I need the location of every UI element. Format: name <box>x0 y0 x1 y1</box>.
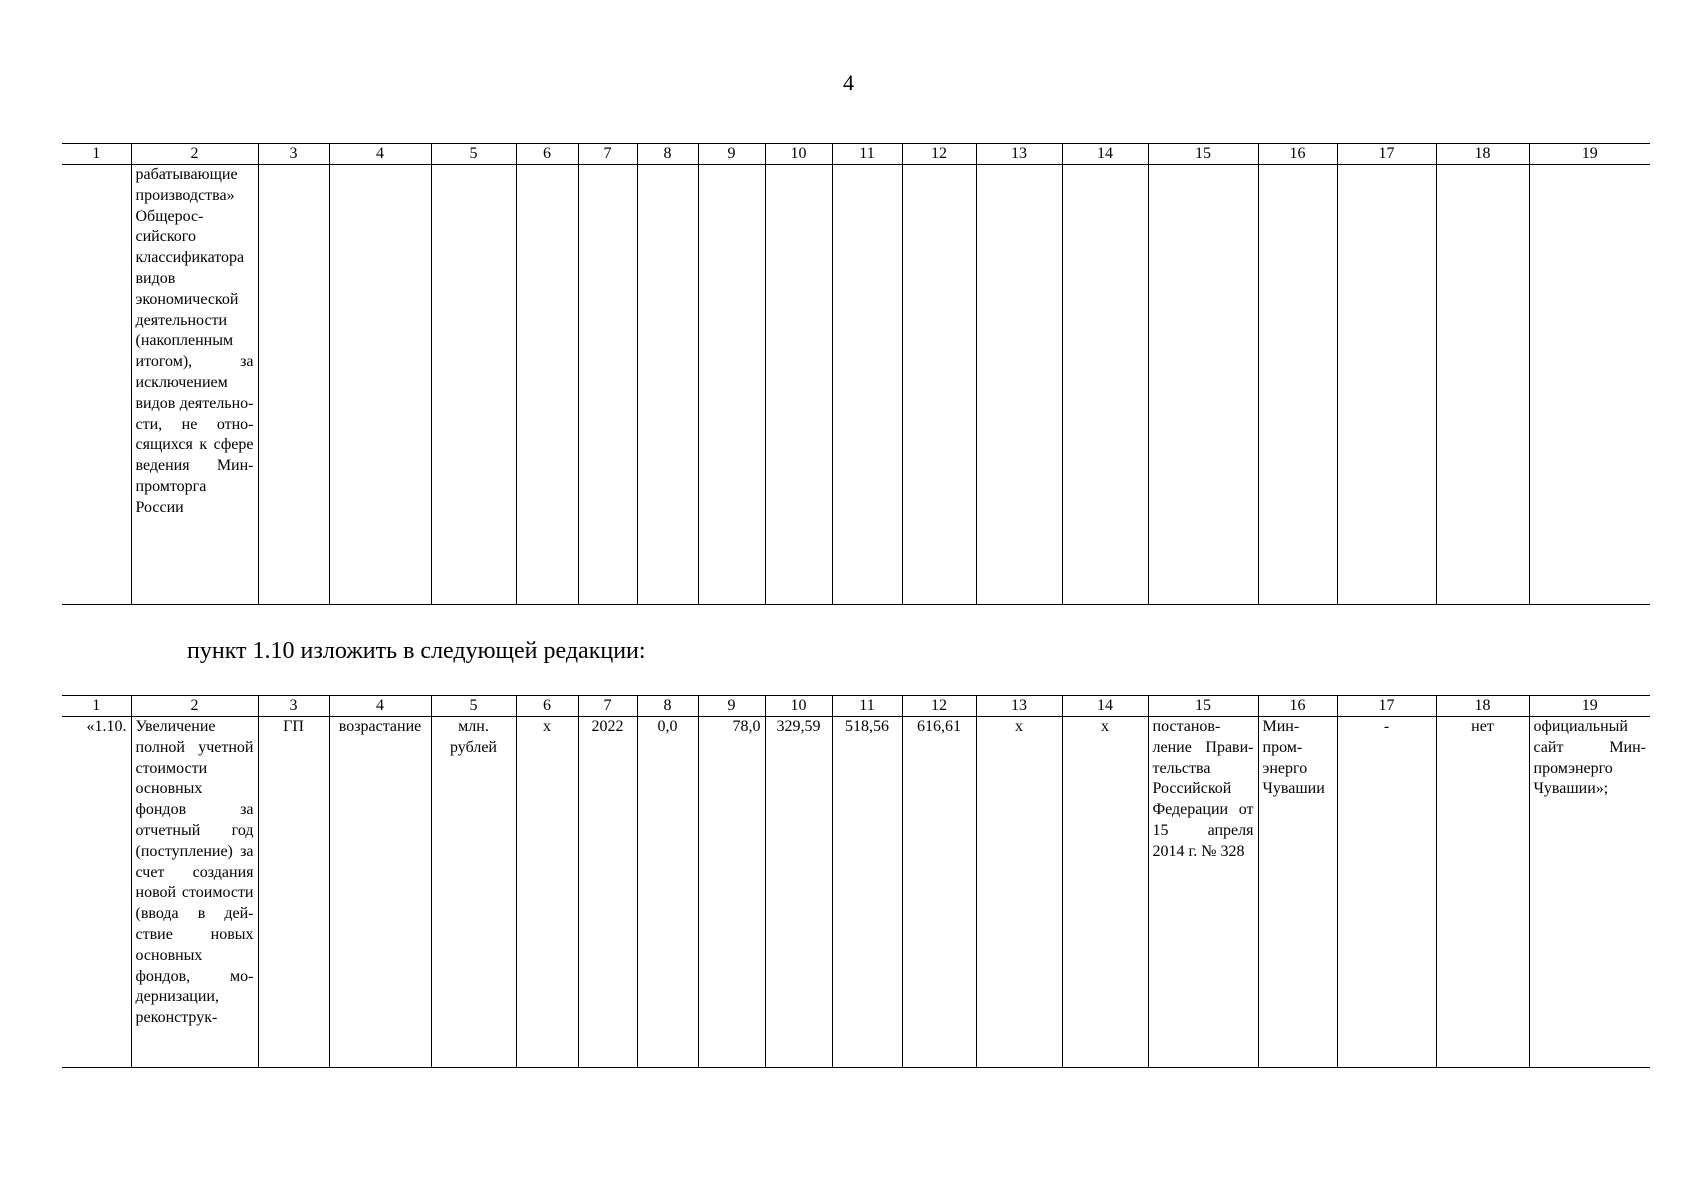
table-cell <box>902 165 976 605</box>
instruction-text: пункт 1.10 изложить в следующей редакции: <box>187 638 646 664</box>
table-cell <box>431 165 516 605</box>
dynamics-cell: возрастание <box>329 717 431 1068</box>
column-number: 7 <box>578 696 637 717</box>
column-number: 14 <box>1062 144 1148 165</box>
column-number: 6 <box>516 696 578 717</box>
indicator-table-new-edition <box>62 695 1650 1068</box>
column-number: 17 <box>1337 144 1436 165</box>
table-cell <box>62 165 131 605</box>
value-cell: 616,61 <box>902 717 976 1068</box>
column-number: 2 <box>131 144 258 165</box>
column-number: 11 <box>832 696 902 717</box>
table-cell <box>637 165 698 605</box>
table-cell <box>1062 165 1148 605</box>
column-number: 14 <box>1062 696 1148 717</box>
indicator-name-cell: Увеличение полной учетной стоимости основных фондов за отчетный год (поступление) за счет создания новой стоимости (ввода в действие новых основных фондов, модернизации, реконструк- <box>131 717 258 1068</box>
base-year-cell: 2022 <box>578 717 637 1068</box>
table-cell: х <box>516 717 578 1068</box>
indicator-name-cell: рабатывающие производства» Общероссийского классификатора видов экономической деятельности (накопленным итогом), за исключением видов деятельности, не относящихся к сфере ведения Минпромторга России <box>131 165 258 605</box>
column-number: 7 <box>578 144 637 165</box>
item-number-cell: «1.10. <box>62 717 131 1068</box>
table-row <box>62 165 1650 605</box>
column-number: 8 <box>637 696 698 717</box>
column-number: 13 <box>976 144 1062 165</box>
table-cell <box>258 165 329 605</box>
table-cell <box>516 165 578 605</box>
column-number: 3 <box>258 144 329 165</box>
table-cell: - <box>1337 717 1436 1068</box>
table-cell <box>1148 165 1258 605</box>
responsible-cell: Минпромэнерго Чувашии <box>1258 717 1337 1068</box>
value-cell: 0,0 <box>637 717 698 1068</box>
column-number: 5 <box>431 696 516 717</box>
column-number: 10 <box>765 144 832 165</box>
column-number-row <box>62 144 1650 165</box>
table-cell: х <box>1062 717 1148 1068</box>
column-number: 12 <box>902 144 976 165</box>
page-number: 4 <box>843 70 854 95</box>
column-number: 18 <box>1436 696 1529 717</box>
table-cell: х <box>976 717 1062 1068</box>
unit-cell: млн. рублей <box>431 717 516 1068</box>
column-number: 3 <box>258 696 329 717</box>
table-cell <box>698 165 765 605</box>
column-number: 17 <box>1337 696 1436 717</box>
column-number: 1 <box>62 144 131 165</box>
column-number: 18 <box>1436 144 1529 165</box>
column-number-row <box>62 696 1650 717</box>
table-cell: нет <box>1436 717 1529 1068</box>
indicator-type-cell: ГП <box>258 717 329 1068</box>
column-number: 15 <box>1148 144 1258 165</box>
source-cell: официальный сайт Минпромэнерго Чувашии»; <box>1529 717 1650 1068</box>
column-number: 11 <box>832 144 902 165</box>
table-cell <box>329 165 431 605</box>
column-number: 8 <box>637 144 698 165</box>
column-number: 16 <box>1258 696 1337 717</box>
column-number: 4 <box>329 144 431 165</box>
value-cell: 78,0 <box>698 717 765 1068</box>
column-number: 2 <box>131 696 258 717</box>
column-number: 9 <box>698 696 765 717</box>
table-cell <box>1258 165 1337 605</box>
value-cell: 329,59 <box>765 717 832 1068</box>
table-cell <box>765 165 832 605</box>
column-number: 4 <box>329 696 431 717</box>
column-number: 1 <box>62 696 131 717</box>
column-number: 12 <box>902 696 976 717</box>
column-number: 6 <box>516 144 578 165</box>
table-cell <box>578 165 637 605</box>
column-number: 5 <box>431 144 516 165</box>
table-cell <box>1337 165 1436 605</box>
table-cell <box>976 165 1062 605</box>
column-number: 13 <box>976 696 1062 717</box>
column-number: 15 <box>1148 696 1258 717</box>
column-number: 9 <box>698 144 765 165</box>
column-number: 19 <box>1529 144 1650 165</box>
column-number: 10 <box>765 696 832 717</box>
document-cell: постановление Правительства Российской Федерации от 15 апреля 2014 г. № 328 <box>1148 717 1258 1068</box>
column-number: 16 <box>1258 144 1337 165</box>
table-cell <box>832 165 902 605</box>
indicator-table-continued <box>62 143 1650 605</box>
table-row <box>62 717 1650 1068</box>
column-number: 19 <box>1529 696 1650 717</box>
table-cell <box>1436 165 1529 605</box>
value-cell: 518,56 <box>832 717 902 1068</box>
table-cell <box>1529 165 1650 605</box>
